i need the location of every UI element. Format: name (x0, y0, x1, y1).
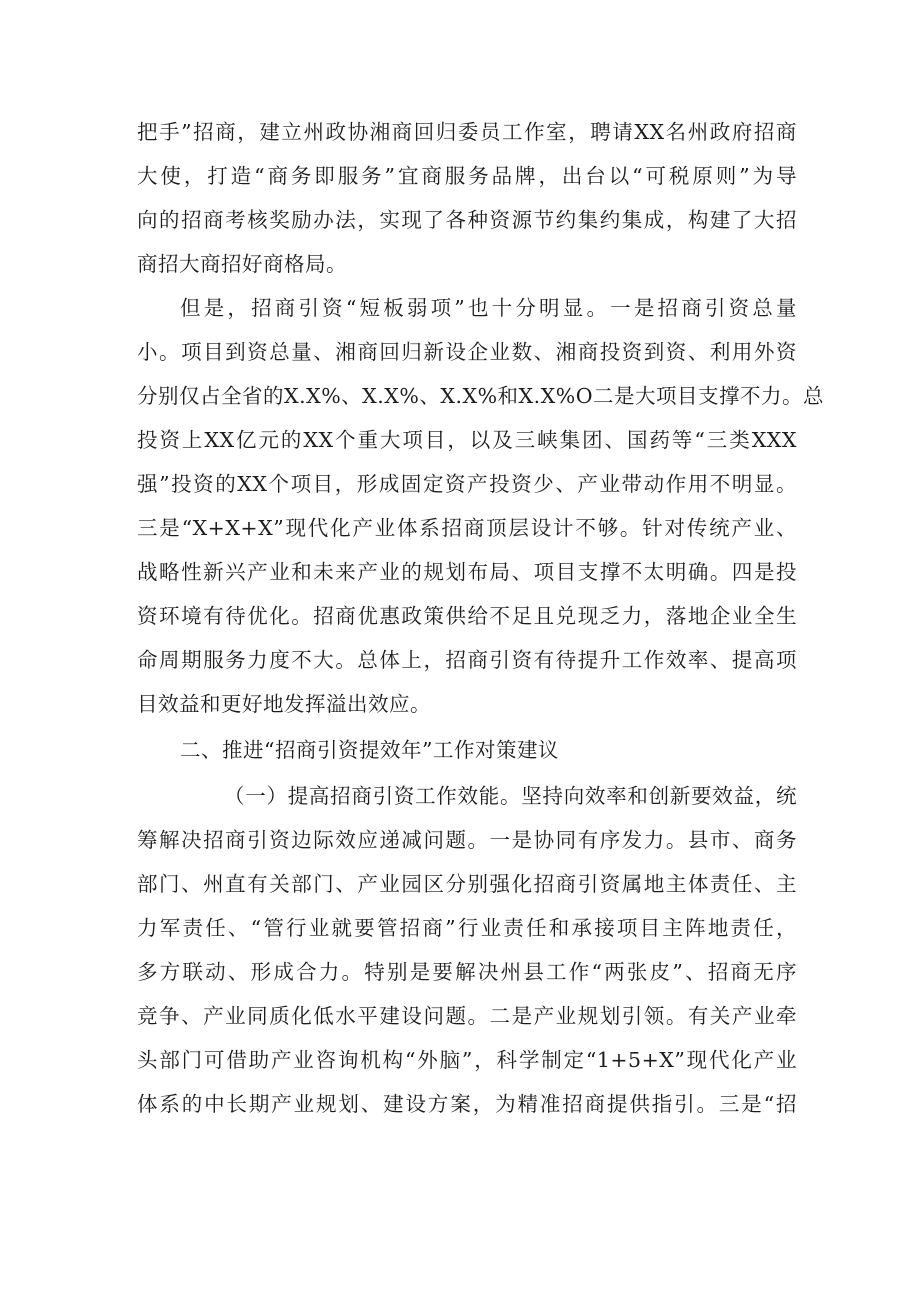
paragraph3-line-1: （一）提高招商引资工作效能。坚持向效率和创新要效益，统 (224, 784, 797, 808)
paragraph3-line-4: 力军责任、“管行业就要管招商”行业责任和承接项目主阵地责任， (137, 916, 797, 940)
paragraph2-line-10: 目效益和更好地发挥溢出效应。 (137, 692, 431, 716)
paragraph3-line-3: 部门、州直有关部门、产业园区分别强化招商引资属地主体责任、主 (137, 872, 797, 896)
paragraph2-line-1: 但是，招商引资“短板弱项”也十分明显。一是招商引资总量 (180, 296, 797, 320)
paragraph2-line-2: 小。项目到资总量、湘商回归新设企业数、湘商投资到资、利用外资 (137, 340, 797, 364)
paragraph2-line-9: 命周期服务力度不大。总体上，招商引资有待提升工作效率、提高项 (137, 648, 797, 672)
paragraph2-line-3: 分别仅占全省的X.X%、X.X%、X.X%和X.X%O二是大项目支撑不力。总 (137, 384, 825, 408)
paragraph2-line-8: 资环境有待优化。招商优惠政策供给不足且兑现乏力，落地企业全生 (137, 604, 797, 628)
paragraph2-line-4: 投资上XX亿元的XX个重大项目，以及三峡集团、国药等“三类XXX (137, 428, 797, 452)
paragraph2-line-6: 三是“X+X+X”现代化产业体系招商顶层设计不够。针对传统产业、 (137, 516, 797, 540)
paragraph1-line-2: 大使，打造“商务即服务”宜商服务品牌，出台以“可税原则”为导 (137, 164, 797, 188)
paragraph3-line-8: 体系的中长期产业规划、建设方案，为精准招商提供指引。三是“招 (137, 1092, 797, 1116)
paragraph3-line-2: 筹解决招商引资边际效应递减问题。一是协同有序发力。县市、商务 (137, 828, 797, 852)
section-heading: 二、推进“招商引资提效年”工作对策建议 (180, 738, 559, 762)
paragraph3-line-5: 多方联动、形成合力。特别是要解决州县工作“两张皮”、招商无序 (137, 960, 797, 984)
paragraph1-line-3: 向的招商考核奖励办法，实现了各种资源节约集约集成，构建了大招 (137, 208, 797, 232)
paragraph1-line-4: 商招大商招好商格局。 (137, 252, 347, 276)
paragraph1-line-1: 把手”招商，建立州政协湘商回归委员工作室，聘请XX名州政府招商 (137, 120, 797, 144)
paragraph2-line-7: 战略性新兴产业和未来产业的规划布局、项目支撑不太明确。四是投 (137, 560, 797, 584)
paragraph3-line-6: 竞争、产业同质化低水平建设问题。二是产业规划引领。有关产业牵 (137, 1004, 797, 1028)
paragraph3-line-7: 头部门可借助产业咨询机构“外脑”，科学制定“1+5+X”现代化产业 (137, 1048, 797, 1072)
paragraph2-line-5: 强”投资的XX个项目，形成固定资产投资少、产业带动作用不明显。 (137, 472, 797, 496)
